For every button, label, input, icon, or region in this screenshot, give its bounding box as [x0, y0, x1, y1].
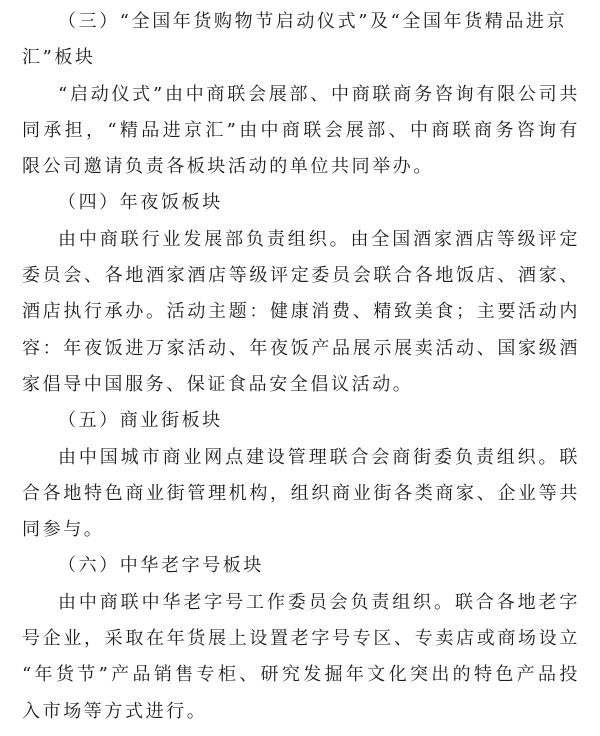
section-heading-4: （四）年夜饭板块: [58, 192, 223, 214]
section-body-4: 由中商联行业发展部负责组织。由全国酒家酒店等级评定委员会、各地酒家酒店等级评定委员会联合各地饭店、酒家、酒店执行承办。活动主题：健康消费、精致美食；主要活动内容：年夜饭进万家活动、年夜饭产品展示展卖活动、国家级酒家倡导中国服务、保证食品安全倡议活动。: [22, 228, 580, 395]
section-heading-3: （三）“全国年货购物节启动仪式”及“全国年货精品进京汇”板块: [22, 11, 568, 69]
section-heading-6: （六）中华老字号板块: [58, 555, 264, 577]
section-body-5: 由中国城市商业网点建设管理联合会商街委负责组织。联合各地特色商业街管理机构，组织商业街各类商家、企业等共同参与。: [22, 446, 580, 541]
section-body-3: “启动仪式”由中商联会展部、中商联商务咨询有限公司共同承担，“精品进京汇”由中商联会展部、中商联商务咨询有限公司邀请负责各板块活动的单位共同举办。: [22, 83, 580, 178]
section-body-6: 由中商联中华老字号工作委员会负责组织。联合各地老字号企业，采取在年货展上设置老字号专区、专卖店或商场设立 “年货节”产品销售专柜、研究发掘年文化突出的特色产品投入市场等方式进行。: [22, 591, 580, 722]
section-heading-5: （五）商业街板块: [58, 410, 223, 432]
document-page: [0, 4, 600, 736]
